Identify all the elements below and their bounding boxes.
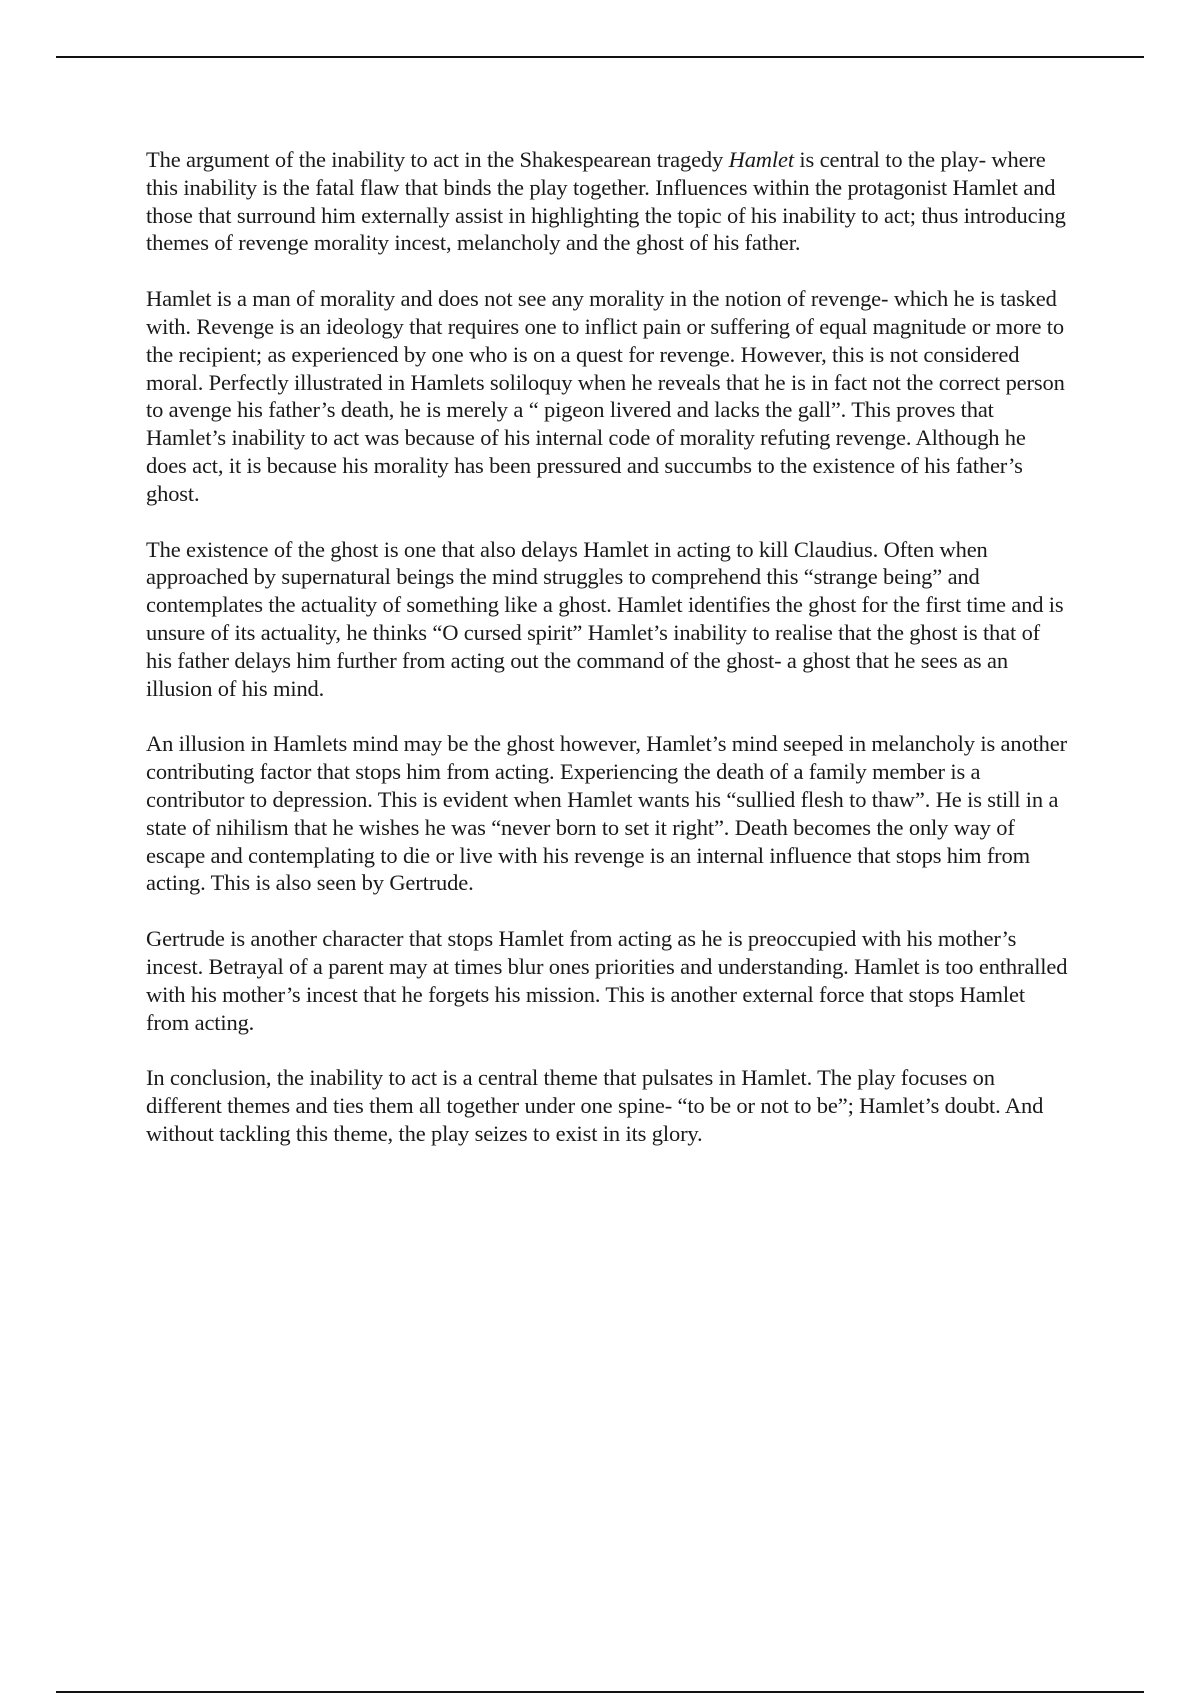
paragraph-conclusion: In conclusion, the inability to act is a central theme that pulsates in Hamlet. The play focuses on different themes and ties them all together under one spine- “to be or not to be”; Hamlet’s doubt. And without tackling this theme, the play seizes to exist in its glory. [146, 1065, 1044, 1146]
paragraph-ghost: The existence of the ghost is one that also delays Hamlet in acting to kill Claudius. Often when approached by supernatural beings the mind struggles to comprehend this “strange being” and contemplates the actuality of something like a ghost. Hamlet identifies the ghost for the first time and is unsure of its actuality, he thinks “O cursed spirit” Hamlet’s inability to realise that the ghost is that of his father delays him further from acting out the command of the ghost- a ghost that he sees as an illusion of his mind. [146, 536, 1064, 701]
paragraph-introduction-rest: is central to the play- where this inability is the fatal flaw that binds the play together. Influences within the protagonist Hamlet and those that surround him externally assist in highlighting the topic of his inability to act; thus introducing themes of revenge morality incest, melancholy and the ghost of his father. [146, 147, 1066, 256]
paragraph-gertrude: Gertrude is another character that stops Hamlet from acting as he is preoccupied with his mother’s incest. Betrayal of a parent may at times blur ones priorities and understanding. Hamlet is too enthralled with his mother’s incest that he forgets his mission. This is another external force that stops Hamlet from acting. [146, 926, 1068, 1035]
paragraph-introduction-lead: The argument of the inability to act in the Shakespearean tragedy [146, 147, 729, 172]
paragraph-morality: Hamlet is a man of morality and does not see any morality in the notion of revenge- which he is tasked with. Revenge is an ideology that requires one to inflict pain or suffering of equal magnitude or more to the recipient; as experienced by one who is on a quest for revenge. However, this is not considered moral. Perfectly illustrated in Hamlets soliloquy when he reveals that he is in fact not the correct person to avenge his father’s death, he is merely a “ pigeon livered and lacks the gall”. This proves that Hamlet’s inability to act was because of his internal code of morality refuting revenge. Although he does act, it is because his morality has been pressured and succumbs to the existence of his father’s ghost. [146, 286, 1065, 506]
header-rule [56, 56, 1144, 58]
document-body [146, 146, 1071, 1176]
paragraph-melancholy: An illusion in Hamlets mind may be the ghost however, Hamlet’s mind seeped in melancholy is another contributing factor that stops him from acting. Experiencing the death of a family member is a contributor to depression. This is evident when Hamlet wants his “sullied flesh to thaw”. He is still in a state of nihilism that he wishes he was “never born to set it right”. Death becomes the only way of escape and contemplating to die or live with his revenge is an internal influence that stops him from acting. This is also seen by Gertrude. [146, 731, 1067, 896]
paragraph-introduction [146, 146, 1071, 257]
footer-rule [56, 1691, 1144, 1693]
play-title-emphasis: Hamlet [728, 147, 794, 172]
